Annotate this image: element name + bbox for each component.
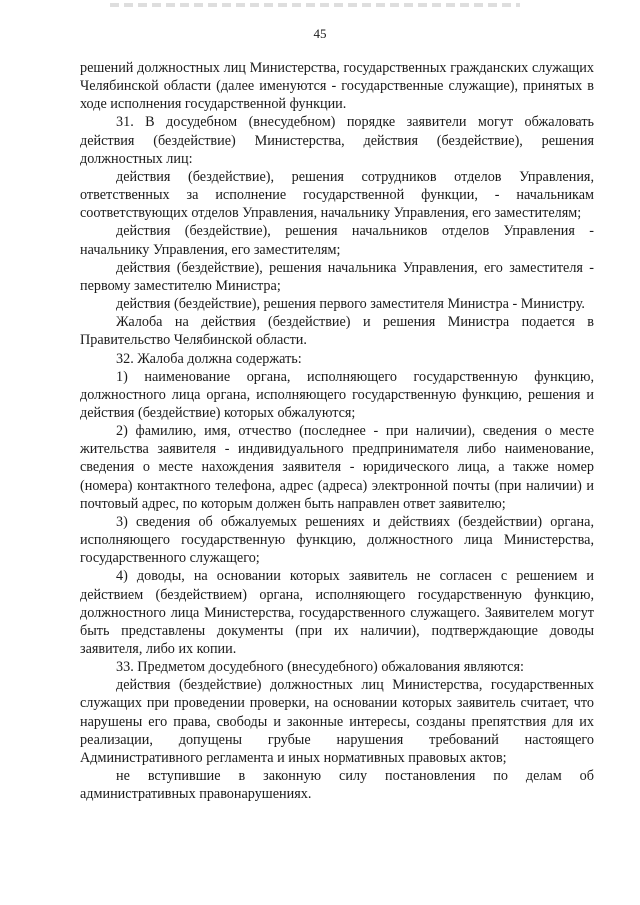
paragraph: действия (бездействие), решения сотрудников отделов Управления, ответственных за исполнение государственной функции, - начальникам соответствующих отделов Управления, начальнику Управления, его заместителям; <box>80 168 594 222</box>
paragraph: Жалоба на действия (бездействие) и решения Министра подается в Правительство Челябинской области. <box>80 314 594 349</box>
paragraph: действия (бездействие) должностных лиц Министерства, государственных служащих при проведении проверки, на основании которых заявитель считает, что нарушены его права, свободы и законные интересы, созданы препятствия для их реализации, допущены грубые нарушения требований настоящего Административного регламента и иных нормативных правовых актов; <box>80 677 594 766</box>
paragraph: 2) фамилию, имя, отчество (последнее - при наличии), сведения о месте жительства заявителя - индивидуального предпринимателя либо наименование, сведения о месте нахождения заявителя - юридического лица, а также номер (номера) контактного телефона, адрес (адреса) электронной почты (при наличии) и почтовый адрес, по которым должен быть направлен ответ заявителю; <box>80 423 594 512</box>
paragraph: 1) наименование органа, исполняющего государственную функцию, должностного лица органа, исполняющего государственную функцию, решения и действия (бездействие) которых обжалуются; <box>80 368 594 421</box>
scan-artifact-header <box>110 3 520 7</box>
document-body <box>80 59 594 803</box>
paragraph: 33. Предметом досудебного (внесудебного) обжалования являются: <box>116 659 524 676</box>
paragraph: 31. В досудебном (внесудебном) порядке заявители могут обжаловать действия (бездействие) Министерства, действия (бездействие), решения должностных лиц: <box>80 114 594 167</box>
paragraph: 4) доводы, на основании которых заявитель не согласен с решением и действием (бездействием) органа, исполняющего государственную функцию, должностного лица Министерства, государственного служащего. Заявителем могут быть представлены документы (при их наличии), подтверждающие доводы заявителя, либо их копии. <box>80 568 594 657</box>
paragraph: 32. Жалоба должна содержать: <box>116 350 302 367</box>
paragraph: действия (бездействие), решения начальников отделов Управления - начальнику Управления, его заместителям; <box>80 223 594 258</box>
paragraph: действия (бездействие), решения первого заместителя Министра - Министру. <box>116 296 585 313</box>
paragraph: не вступившие в законную силу постановления по делам об административных правонарушениях. <box>80 768 594 803</box>
paragraph: действия (бездействие), решения начальника Управления, его заместителя - первому заместителю Министра; <box>80 259 594 294</box>
page-number: 45 <box>313 26 327 41</box>
paragraph: 3) сведения об обжалуемых решениях и действиях (бездействии) органа, исполняющего государственную функцию, должностного лица Министерства, государственного служащего; <box>80 513 594 567</box>
paragraph: решений должностных лиц Министерства, государственных гражданских служащих Челябинской области (далее именуются - государственные служащие), принятых в ходе исполнения государственной функции. <box>80 60 594 113</box>
